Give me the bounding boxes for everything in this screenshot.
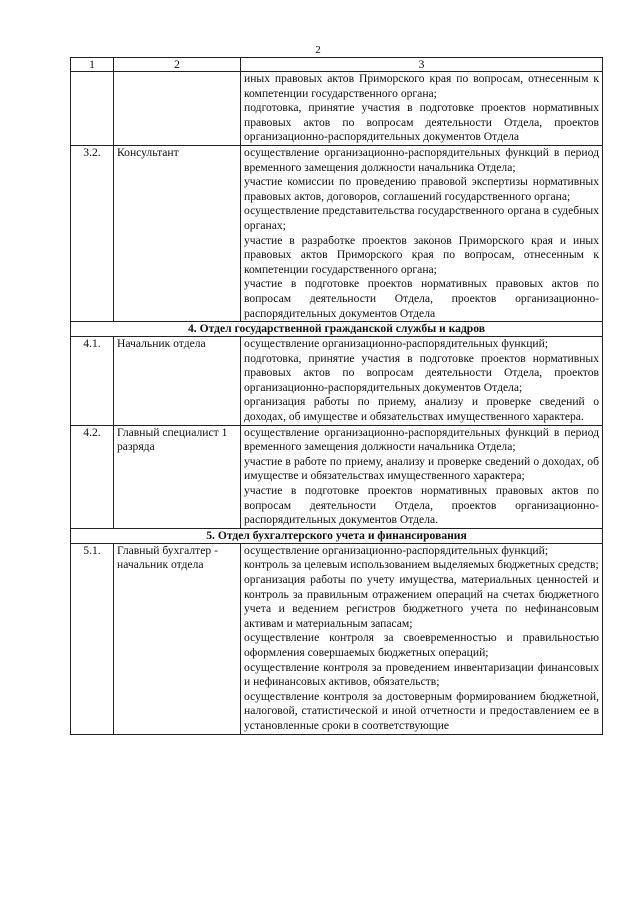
row-position bbox=[114, 72, 241, 146]
duty-item: участие в разработке проектов законов Приморского края и иных правовых актов Приморского края по вопросам, отнесенным к компетенции государственного органа; bbox=[244, 233, 599, 276]
row-number: 3.2. bbox=[71, 145, 114, 321]
row-duties bbox=[241, 543, 603, 734]
duty-item: участие комиссии по проведению правовой экспертизы нормативных правовых актов, договоров, соглашений государственного органа; bbox=[244, 175, 599, 203]
row-position: Консультант bbox=[114, 145, 241, 321]
duty-item: осуществление представительства государственного органа в судебных органах; bbox=[244, 204, 599, 232]
duty-item: осуществление организационно-распорядительных функций; bbox=[244, 543, 549, 557]
row-duties bbox=[241, 72, 603, 146]
duty-item: осуществление организационно-распорядительных функций в период временного замещения должности начальника Отдела; bbox=[244, 425, 599, 454]
table-row bbox=[71, 72, 603, 146]
row-duties bbox=[241, 337, 603, 426]
duty-item: осуществление контроля за проведением инвентаризации финансовых и нефинансовых активов, обязательств; bbox=[244, 660, 599, 689]
row-number: 4.2. bbox=[71, 425, 114, 528]
row-position: Начальник отдела bbox=[114, 337, 241, 426]
table-row bbox=[71, 145, 603, 321]
duty-item: осуществление контроля за своевременностью и правильностью оформления совершаемых бюджетных операций; bbox=[244, 631, 599, 659]
duty-item: участие в подготовке проектов нормативных правовых актов по вопросам деятельности Отдела, проектов организационно-распорядительных документов Отдела. bbox=[244, 484, 599, 527]
table-row bbox=[71, 337, 603, 426]
row-duties bbox=[241, 145, 603, 321]
header-col-1: 1 bbox=[71, 58, 114, 72]
section-4-title: 4. Отдел государственной гражданской службы и кадров bbox=[71, 322, 603, 337]
duty-item: осуществление контроля за достоверным формированием бюджетной, налоговой, статистической и иной отчетности и предоставлением ее в установленные сроки в соответствующие bbox=[244, 689, 599, 732]
duty-item: осуществление организационно-распорядительных функций в период временного замещения должности начальника Отдела; bbox=[244, 145, 599, 174]
duty-item: осуществление организационно-распорядительных функций; bbox=[244, 337, 549, 351]
duty-item: организация работы по учету имущества, материальных ценностей и контроль за правильным отражением операций на счетах бюджетного учета и ведением регистров бюджетного учета по нефинансовым активам и материальным запасам; bbox=[244, 573, 599, 630]
page-number: 2 bbox=[315, 44, 321, 56]
header-col-3: 3 bbox=[241, 58, 603, 72]
duty-item: участие в работе по приему, анализу и проверке сведений о доходах, об имуществе и обязательствах имущественного характера; bbox=[244, 454, 599, 483]
duty-item: участие в подготовке проектов нормативных правовых актов по вопросам деятельности Отдела, проектов организационно-распорядительных документов Отдела bbox=[244, 277, 599, 320]
header-col-2: 2 bbox=[114, 58, 241, 72]
duty-item: подготовка, принятие участия в подготовке проектов нормативных правовых актов по вопросам деятельности Отдела, проектов организационно-распорядительных документов Отдела bbox=[244, 101, 599, 144]
table-row bbox=[71, 425, 603, 528]
duties-table bbox=[70, 57, 603, 735]
section-heading-row bbox=[71, 322, 603, 337]
table-row bbox=[71, 543, 603, 734]
row-number: 4.1. bbox=[71, 337, 114, 426]
section-5-title: 5. Отдел бухгалтерского учета и финансирования bbox=[71, 528, 603, 543]
duty-item: иных правовых актов Приморского края по вопросам, отнесенным к компетенции государственного органа; bbox=[244, 72, 599, 100]
section-heading-row bbox=[71, 528, 603, 543]
row-position: Главный специалист 1 разряда bbox=[114, 425, 241, 528]
duty-item: организация работы по приему, анализу и проверке сведений о доходах, об имуществе и обязательствах имущественного характера. bbox=[244, 395, 599, 424]
table-header-row bbox=[71, 58, 603, 72]
row-duties bbox=[241, 425, 603, 528]
duty-item: контроль за целевым использованием выделяемых бюджетных средств; bbox=[244, 558, 599, 572]
row-number: 5.1. bbox=[71, 543, 114, 734]
row-number bbox=[71, 72, 114, 146]
row-position: Главный бухгалтер - начальник отдела bbox=[114, 543, 241, 734]
duty-item: подготовка, принятие участия в подготовке проектов нормативных правовых актов по вопросам деятельности Отдела, проектов организационно-распорядительных документов Отдела; bbox=[244, 351, 599, 394]
